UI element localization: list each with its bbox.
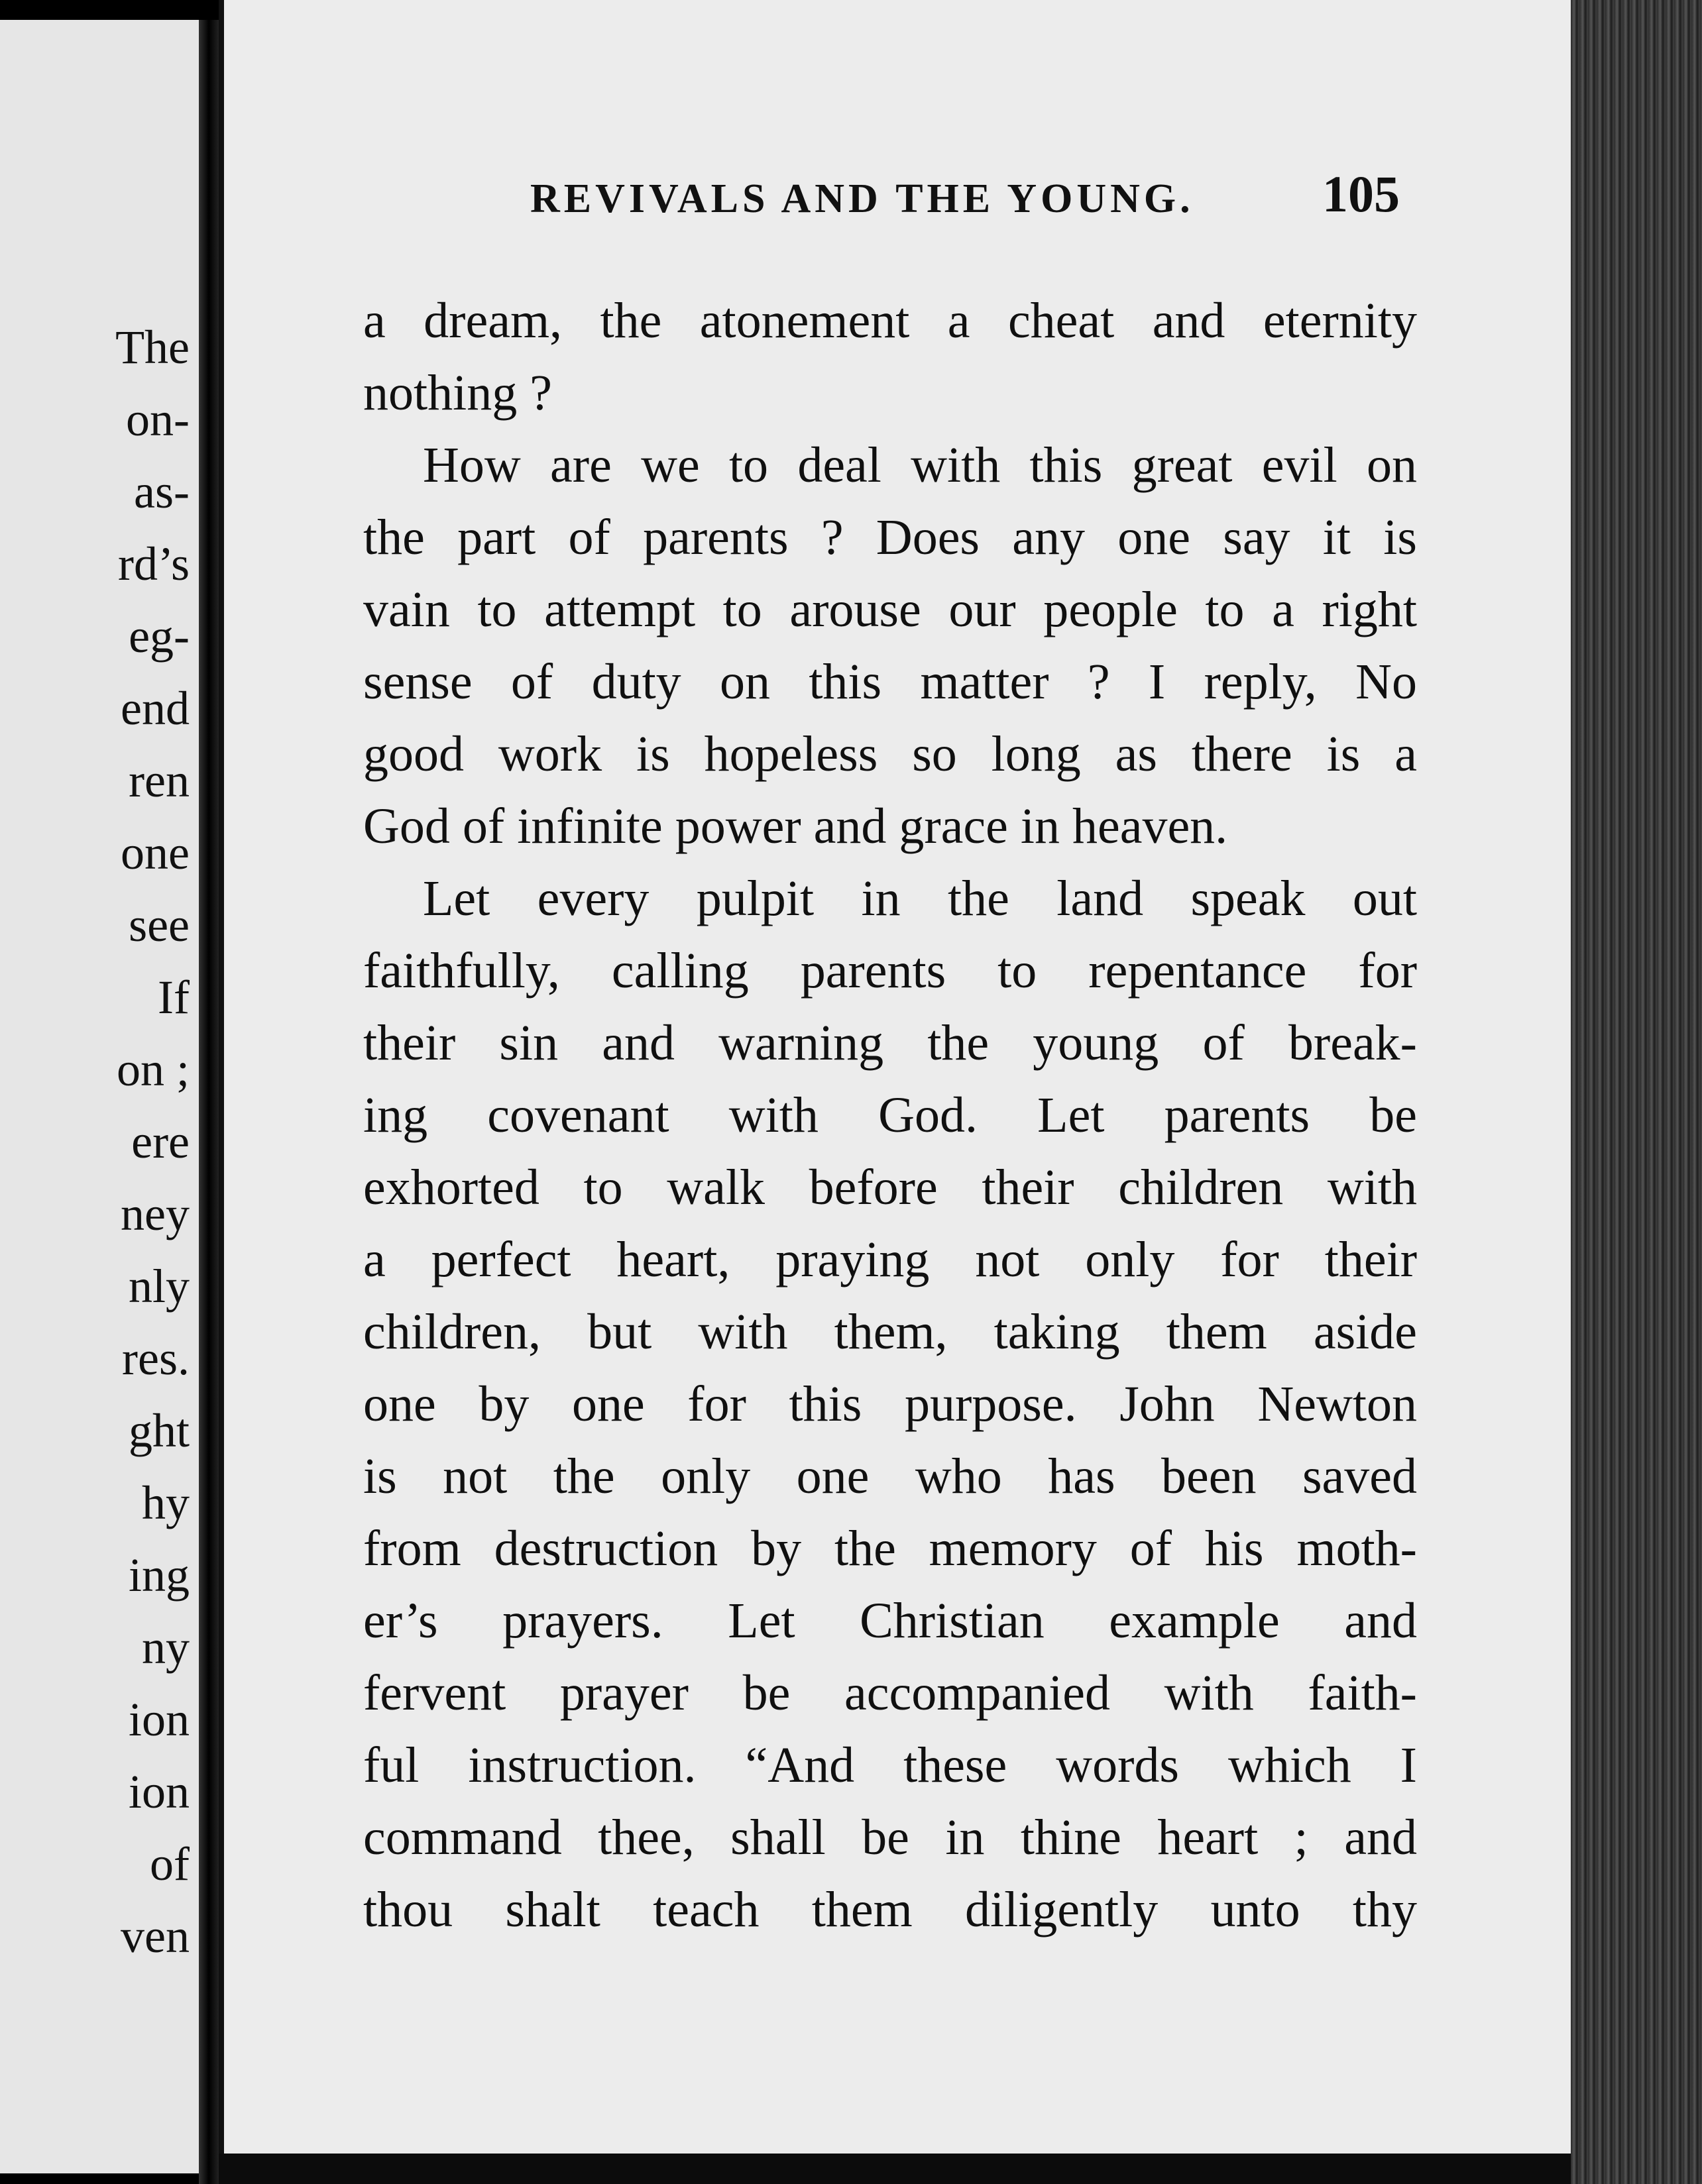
fragment-line: If (158, 971, 190, 1024)
text-line: a dream, the atonement a cheat and eternity (363, 293, 1417, 349)
running-header: REVIVALS AND THE YOUNG. (530, 176, 1194, 221)
text-line: fervent prayer be accompanied with faith- (363, 1665, 1417, 1721)
fragment-line: nly (128, 1260, 190, 1313)
text-line: ful instruction. “And these words which I (363, 1737, 1417, 1793)
fragment-line: ney (121, 1187, 190, 1240)
fragment-line: eg- (129, 610, 190, 663)
page-bottom-shadow (219, 2154, 1571, 2184)
text-line: children, but with them, taking them aside (363, 1304, 1417, 1360)
text-line: God of infinite power and grace in heaven. (363, 798, 1228, 854)
previous-page (0, 20, 199, 2173)
text-line: Let every pulpit in the land speak out (423, 871, 1417, 926)
fragment-line: as- (134, 465, 190, 518)
text-line: their sin and warning the young of break- (363, 1015, 1417, 1071)
fragment-line: on- (126, 393, 190, 446)
fragment-line: ere (131, 1115, 190, 1168)
fragment-line: on ; (116, 1043, 190, 1096)
text-line: How are we to deal with this great evil on (423, 437, 1417, 493)
book-gutter (199, 20, 219, 2184)
fragment-line: ing (128, 1549, 190, 1602)
fragment-line: ion (128, 1693, 190, 1746)
text-line: thou shalt teach them diligently unto thy (363, 1882, 1417, 1938)
fragment-line: The (115, 321, 190, 374)
fragment-line: ren (129, 754, 190, 807)
fragment-line: see (129, 899, 190, 952)
page-number: 105 (1322, 165, 1400, 223)
text-line: good work is hopeless so long as there is a (363, 726, 1417, 782)
fragment-line: rd’s (118, 537, 190, 590)
text-line: from destruction by the memory of his moth- (363, 1521, 1417, 1576)
text-line: nothing ? (363, 365, 552, 421)
text-line: a perfect heart, praying not only for their (363, 1232, 1417, 1287)
fragment-line: hy (142, 1476, 190, 1529)
fragment-line: end (121, 682, 190, 735)
fragment-line: of (150, 1837, 190, 1890)
fragment-line: ion (128, 1765, 190, 1818)
text-line: exhorted to walk before their children with (363, 1160, 1417, 1215)
fragment-line: ght (128, 1404, 190, 1457)
text-line: is not the only one who has been saved (363, 1448, 1417, 1504)
text-line: er’s prayers. Let Christian example and (363, 1593, 1417, 1649)
text-line: the part of parents ? Does any one say it is (363, 510, 1417, 565)
text-line: faithfully, calling parents to repentance for (363, 943, 1417, 999)
text-line: vain to attempt to arouse our people to a right (363, 582, 1417, 637)
page-edges (1571, 0, 1702, 2184)
fragment-line: one (121, 826, 190, 879)
text-line: command thee, shall be in thine heart ; and (363, 1810, 1417, 1865)
body-text (363, 285, 1417, 1946)
text-line: sense of duty on this matter ? I reply, No (363, 654, 1417, 710)
fragment-line: ven (121, 1910, 190, 1963)
text-line: one by one for this purpose. John Newton (363, 1376, 1417, 1432)
previous-page-text-fragments (115, 311, 190, 1973)
fragment-line: ny (142, 1621, 190, 1674)
fragment-line: res. (122, 1332, 190, 1385)
text-line: ing covenant with God. Let parents be (363, 1087, 1417, 1143)
